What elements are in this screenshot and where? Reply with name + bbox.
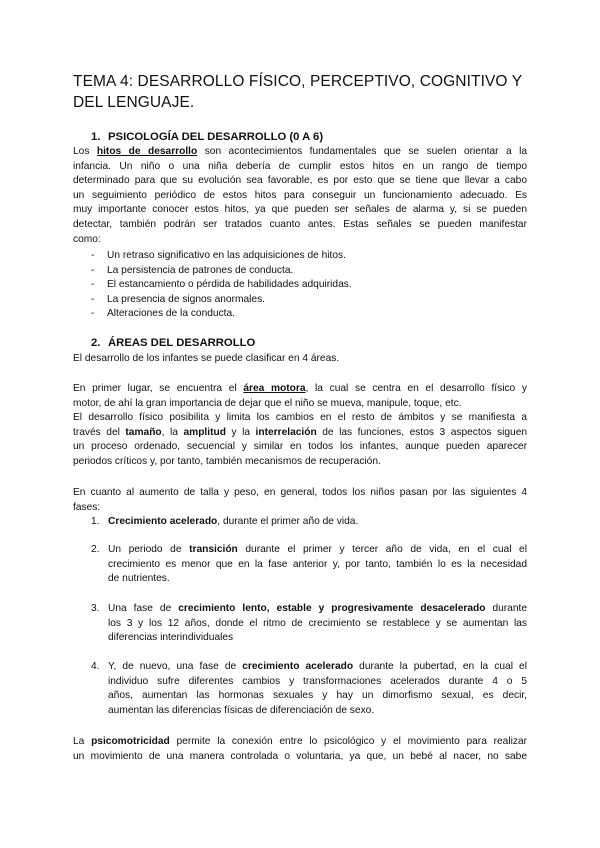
section-1-paragraph [73, 145, 527, 247]
section-1-heading [91, 130, 323, 144]
paragraph-line: determinado para que su evolución sea favorable, es por esto que se tiene que llevar a cabo [73, 175, 527, 187]
psychomotricity-paragraph [73, 735, 527, 764]
list-item: - El estancamiento o pérdida de habilidades adquiridas. [91, 278, 527, 293]
paragraph-line: El desarrollo físico posibilita y limita los cambios en el resto de ámbitos y se manifiesta a [73, 412, 527, 424]
paragraph-line: fases: [73, 501, 101, 513]
warning-signs-list [91, 249, 527, 322]
section-1-number: 1. [91, 131, 101, 143]
phase-item-2: 2. Un periodo de transición durante el primer y tercer año de vida, en el cual el crecimiento es menor que en la fase anterior y, por tanto, también lo es la necesidad de nutrientes. [91, 544, 527, 585]
phase-item-1: 1. Crecimiento acelerado, durante el primer año de vida. [91, 516, 359, 527]
motor-area-paragraph [73, 382, 527, 470]
paragraph-line: muy importante conocer estos hitos, ya que pueden ser señales de alarma y, si se pueden [73, 204, 527, 216]
section-2-intro: El desarrollo de los infantes se puede clasificar en 4 áreas. [73, 353, 340, 364]
area-motora-term: área motora [243, 383, 306, 394]
paragraph-line: un proceso ordenado, secuencial y similar en todos los infantes, aunque pueden aparecer [73, 441, 527, 453]
hitos-term: hitos de desarrollo [96, 146, 198, 157]
paragraph-line: En primer lugar, se encuentra el área motora, la cual se centra en el desarrollo físico y [73, 383, 527, 394]
paragraph-line: periodos críticos y, por tanto, también mecanismos de recuperación. [73, 455, 381, 467]
paragraph-line: En cuanto al aumento de talla y peso, en general, todos los niños pasan por las siguientes 4 [73, 487, 527, 498]
paragraph-line: motor, de ahí la gran importancia de dejar que el niño se mueva, manipule, toque, etc. [73, 397, 462, 409]
section-2-title: ÁREAS DEL DESARROLLO [108, 337, 256, 349]
paragraph-line: través del tamaño, la amplitud y la interrelación de las funciones, estos 3 aspectos siguen [73, 426, 528, 438]
paragraph-line: infancia. Un niño o una niña debería de cumplir estos hitos en un rango de tiempo [73, 160, 527, 172]
list-item: - Un retraso significativo en las adquisiciones de hitos. [91, 249, 527, 264]
list-item: - La presencia de signos anormales. [91, 293, 527, 308]
paragraph-line: un movimiento de una manera controlada o voluntaria, ya que, un bebé al nacer, no sabe [73, 750, 527, 762]
section-2-number: 2. [91, 337, 101, 349]
document-title: TEMA 4: DESARROLLO FÍSICO, PERCEPTIVO, COGNITIVO Y DEL LENGUAJE. [73, 73, 522, 111]
list-item: - Alteraciones de la conducta. [91, 307, 527, 322]
growth-phases-intro [73, 486, 527, 515]
paragraph-line: detectar, también podrán ser tratados cuanto antes. Estas señales se pueden manifestar [73, 218, 527, 230]
phase-item-4: 4. Y, de nuevo, una fase de crecimiento acelerado durante la pubertad, en la cual el individuo sufre diferentes cambios y transformaciones acelerados durante 4 o 5 años, aumentan las hormonas sexuales y hay un dimorfismo sexual, es decir, aumentan las diferencias físicas de diferenciación de sexo. [91, 661, 527, 716]
paragraph-line: Los hitos de desarrollo son acontecimientos fundamentales que se suelen orientar a la [73, 146, 528, 157]
section-2-heading [91, 336, 255, 350]
phase-item-3: 3. Una fase de crecimiento lento, estable y progresivamente desacelerado durante los 3 y los 12 años, donde el ritmo de crecimiento se restablece y se aumentan las diferencias interindividuales [91, 603, 527, 644]
paragraph-line: un seguimiento periódico de estos hitos para conseguir un funcionamiento adecuado. Es [73, 189, 527, 201]
paragraph-line: como: [73, 233, 101, 245]
paragraph-line: La psicomotricidad permite la conexión entre lo psicológico y el movimiento para realizar [73, 736, 527, 747]
list-item: - La persistencia de patrones de conducta. [91, 264, 527, 279]
section-1-title: PSICOLOGÍA DEL DESARROLLO (0 A 6) [108, 131, 324, 143]
